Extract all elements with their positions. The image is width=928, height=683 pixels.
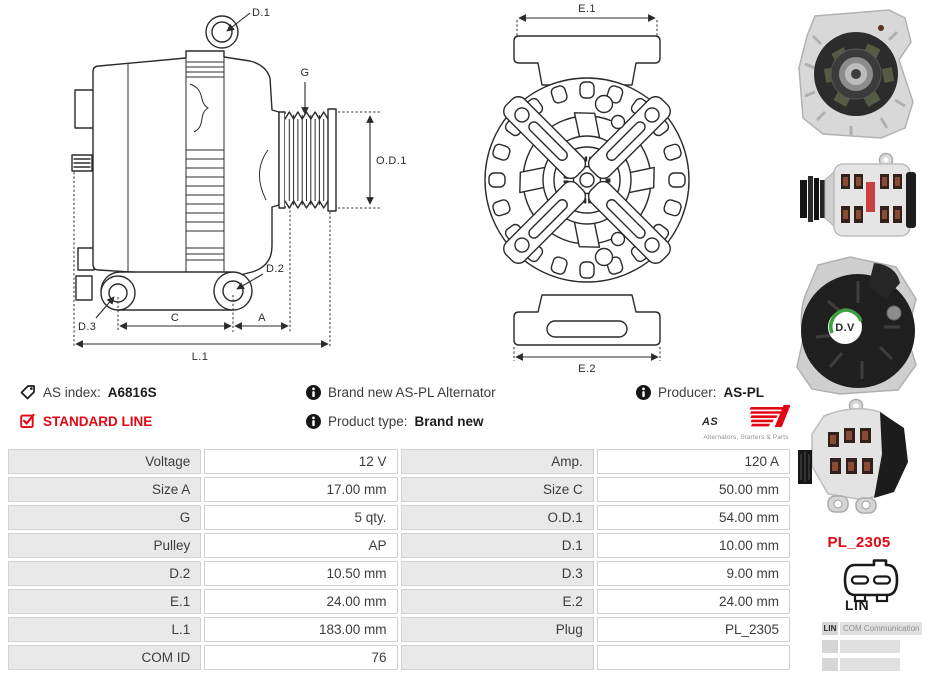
info-icon xyxy=(305,413,321,429)
producer-value: AS-PL xyxy=(723,384,765,400)
aspl-logo-mark xyxy=(700,404,792,430)
bracket-slot xyxy=(547,321,627,337)
product-photo-side[interactable] xyxy=(798,150,918,244)
spec-label: COM ID xyxy=(8,645,201,670)
com-table-row xyxy=(822,622,922,635)
dim-label-d1: D.1 xyxy=(252,7,271,19)
spec-label: O.D.1 xyxy=(401,505,594,530)
as-index-label: AS index: xyxy=(43,384,101,400)
spec-value: 12 V xyxy=(204,449,397,474)
dim-label-g: G xyxy=(300,67,310,79)
spec-value: 9.00 mm xyxy=(597,561,790,586)
com-table-key xyxy=(822,658,838,671)
housing-hole xyxy=(596,96,613,113)
rear-lug xyxy=(78,248,94,270)
spec-value: 10.00 mm xyxy=(597,533,790,558)
standard-line xyxy=(20,413,152,429)
product-type-value: Brand new xyxy=(414,413,484,429)
spec-value: 76 xyxy=(204,645,397,670)
spec-value: 120 A xyxy=(597,449,790,474)
spec-value: 10.50 mm xyxy=(204,561,397,586)
housing-hole xyxy=(612,116,625,129)
photo-sidebar xyxy=(790,0,928,683)
spec-label: Voltage xyxy=(8,449,201,474)
checkbox-checked-icon xyxy=(20,413,36,429)
spec-label: E.2 xyxy=(401,589,594,614)
product-photo-back[interactable] xyxy=(790,247,925,397)
producer xyxy=(635,384,764,400)
logo-as-text: AS xyxy=(702,416,719,428)
spec-label: Amp. xyxy=(401,449,594,474)
standard-line-label: STANDARD LINE xyxy=(43,413,153,429)
pulley-flange-right xyxy=(328,109,336,211)
dim-label-e1: E.1 xyxy=(578,3,596,15)
dim-label-d3: D.3 xyxy=(78,321,97,333)
rear-lug xyxy=(76,276,92,300)
spec-value: 24.00 mm xyxy=(597,589,790,614)
side-view-drawing xyxy=(0,0,460,375)
dim-label-e2: E.2 xyxy=(578,363,596,375)
com-table-row xyxy=(822,658,922,671)
com-table-row xyxy=(822,640,922,653)
spec-value: PL_2305 xyxy=(597,617,790,642)
product-type-label: Product type: xyxy=(328,413,408,429)
spec-value: 183.00 mm xyxy=(204,617,397,642)
specs-table xyxy=(8,449,790,670)
dim-label-a: A xyxy=(258,312,266,324)
aspl-logo-tagline: Alternators, Starters & Parts xyxy=(703,434,789,441)
com-table-value xyxy=(840,658,900,671)
spec-value xyxy=(597,645,790,670)
dim-label-d2: D.2 xyxy=(266,263,285,275)
com-table-value: COM Communication xyxy=(840,622,922,635)
com-communication-table xyxy=(822,622,922,671)
spec-label: G xyxy=(8,505,201,530)
com-table-key: LIN xyxy=(823,624,837,633)
svg-text:D.V: D.V xyxy=(835,322,855,334)
plug-name: PL_2305 xyxy=(827,534,891,551)
spec-label: L.1 xyxy=(8,617,201,642)
as-index-value: A6816S xyxy=(107,384,157,400)
aspl-logo xyxy=(700,404,792,441)
plug-type-label: LIN xyxy=(845,597,870,613)
spec-label: Pulley xyxy=(8,533,201,558)
dim-label-l1: L.1 xyxy=(191,351,209,363)
com-table-key xyxy=(822,640,838,653)
spec-value: 54.00 mm xyxy=(597,505,790,530)
housing-hole xyxy=(596,249,613,266)
producer-label: Producer: xyxy=(658,384,717,400)
spec-label: Size C xyxy=(401,477,594,502)
brand-new-text: Brand new AS-PL Alternator xyxy=(328,384,496,400)
rear-lug xyxy=(75,90,94,128)
housing-hole xyxy=(612,233,625,246)
spec-label: D.1 xyxy=(401,533,594,558)
info-icon xyxy=(305,384,321,400)
spec-label: Plug xyxy=(401,617,594,642)
spec-label xyxy=(401,645,594,670)
info-icon xyxy=(635,384,651,400)
spec-label: D.3 xyxy=(401,561,594,586)
front-view-drawing xyxy=(455,0,715,375)
tag-icon xyxy=(20,384,36,400)
product-photo-angled[interactable] xyxy=(794,396,920,522)
dim-label-c: C xyxy=(170,312,180,324)
spec-label: E.1 xyxy=(8,589,201,614)
com-table-value xyxy=(840,640,900,653)
spec-value: 5 qty. xyxy=(204,505,397,530)
as-index xyxy=(20,384,157,400)
brand-new-note xyxy=(305,384,496,400)
pulley-flange-left xyxy=(279,112,285,208)
spec-value: AP xyxy=(204,533,397,558)
product-info-strip xyxy=(8,380,790,446)
spec-value: 17.00 mm xyxy=(204,477,397,502)
spec-value: 24.00 mm xyxy=(204,589,397,614)
product-photo-front[interactable] xyxy=(793,6,923,146)
spec-label: D.2 xyxy=(8,561,201,586)
product-type xyxy=(305,413,484,429)
spec-value: 50.00 mm xyxy=(597,477,790,502)
dim-label-od1: O.D.1 xyxy=(376,155,407,167)
spec-label: Size A xyxy=(8,477,201,502)
